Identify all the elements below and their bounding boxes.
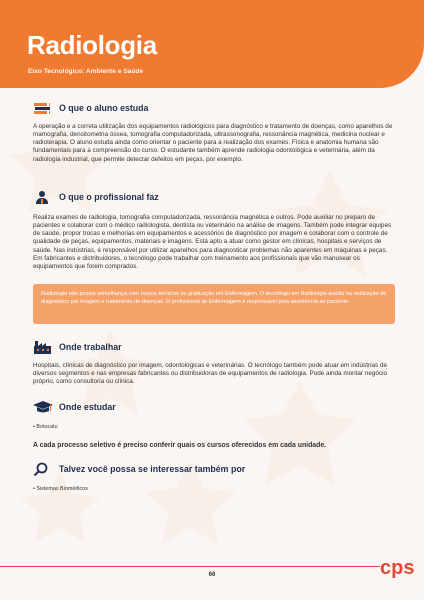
- list-item: • Sistemas Biomédicos: [33, 486, 88, 492]
- professional-icon: [33, 190, 53, 204]
- section-body: Realiza exames de radiologia, tomografia computadorizada, ressonância magnética e outros. Pode auxiliar no preparo de pacientes e colaborar com o médico radiologista, dentista ou veterinário na análise de imagens. Também pode integrar equipes de saúde, propor trocas e melhorias em equipamentos e acessórios de diagnóstico por imagem e colaborar com o controle de qualidade de peças, equipamentos, materiais e imagens. Está apto a atuar como gestor em clínicas, hospitais e serviços de saúde. Nas indústrias, é responsável por utilizar aparelhos para diagnosticar problemas não aparentes em máquinas e peças. Em fabricantes e distribuidores, o tecnólogo pode trabalhar com treinamento aos profissionais que vão manusear os equipamentos que forem comprados.: [33, 214, 392, 270]
- page-subtitle: Eixo Tecnológico: Ambiente e Saúde: [28, 68, 144, 75]
- section-where-to-work: [33, 340, 395, 386]
- cps-logo: [380, 556, 416, 580]
- books-icon: [33, 101, 53, 115]
- magnifier-icon: [33, 462, 53, 476]
- highlight-box: [33, 284, 395, 324]
- list-item: • Botucatu: [33, 424, 58, 430]
- section-title: Onde trabalhar: [59, 342, 122, 352]
- page-number: 66: [208, 572, 216, 578]
- page-title: Radiologia: [27, 30, 157, 60]
- section-title: Talvez você possa se interessar também por: [59, 464, 246, 474]
- section-what-student-studies: [33, 101, 395, 164]
- factory-icon: [33, 340, 53, 354]
- section-title: Onde estudar: [59, 402, 116, 412]
- selection-notice: A cada processo seletivo é preciso conferir quais os cursos oferecidos em cada unidade.: [33, 442, 327, 449]
- svg-text:cps: cps: [380, 557, 415, 579]
- footer-rule: [0, 566, 380, 567]
- section-related-courses: [33, 462, 395, 492]
- highlight-text: Radiologia não possui semelhança com cursos técnicos ou graduação em Enfermagem. O tecnólogo em Radiologia auxilia na realização de diagnóstico por imagem e tratamento de doenças. O profissional de Enfermagem é responsável pela assistência ao paciente.: [41, 291, 387, 305]
- page-header: [0, 0, 424, 88]
- section-title: O que o aluno estuda: [59, 103, 149, 113]
- section-body: A operação e a correta utilização dos equipamentos radiológicos para diagnóstico e tratamento de doenças, como aparelhos de mamografia, densitometria óssea, tomografia computadorizada, ultrassonografia, ressonância magnética, medicina nuclear e radioterapia. O aluno estuda ainda como orientar o paciente para a realização dos exames. Física e anatomia humana são fundamentais para a compreensão do curso. O estudante também aprende radiologia odontológica e veterinária, além da radiologia industrial, que permite detectar defeitos em peças, por exemplo.: [33, 123, 393, 163]
- section-title: O que o profissional faz: [59, 192, 159, 202]
- graduation-cap-icon: [33, 400, 53, 414]
- section-where-to-study: [33, 400, 395, 430]
- section-what-professional-does: [33, 190, 395, 271]
- section-body: Hospitais, clínicas de diagnóstico por imagem, odontológicas e veterinárias. O tecnólogo também pode atuar em indústrias de diversos segmentos e nas empresas fabricantes ou distribuidoras de equipamentos de radiologia. Pode ainda montar negócio próprio, como consultoria ou clínica.: [33, 362, 388, 386]
